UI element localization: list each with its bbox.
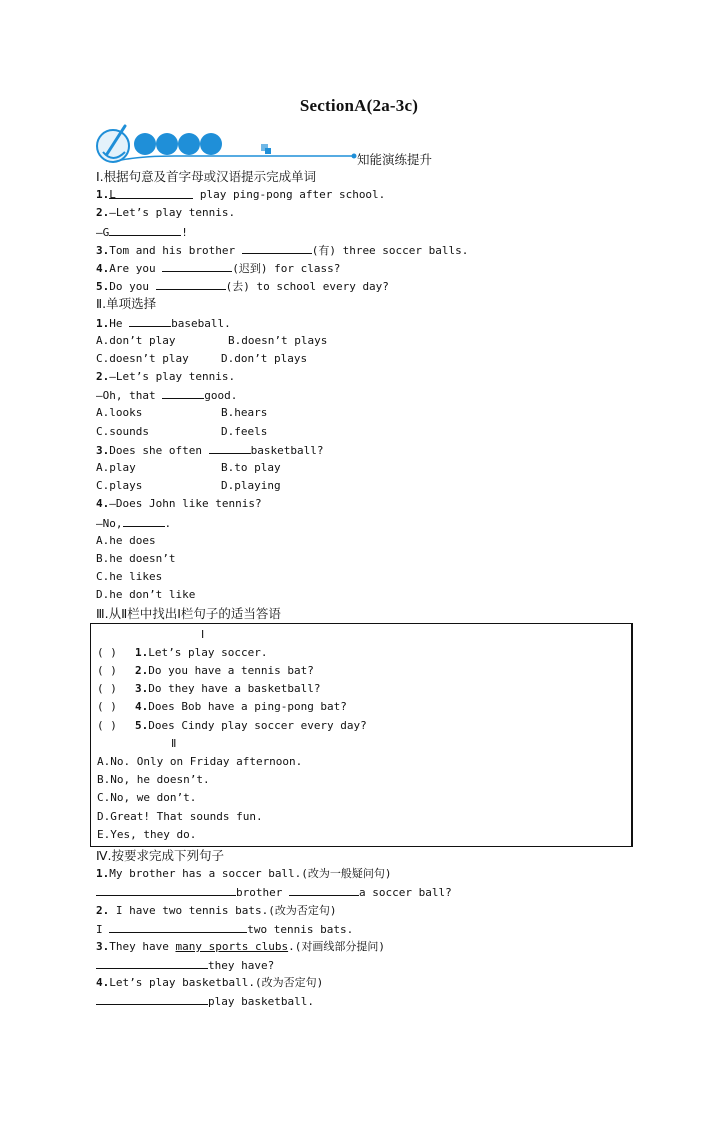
fill-blank[interactable] [96, 956, 208, 969]
option-row [96, 332, 636, 350]
part4-q1: 1.My brother has a soccer ball.(改为一般疑问句) [96, 867, 392, 881]
match-item: ( ) 1.Let’s play soccer. [97, 644, 631, 662]
fill-blank[interactable] [96, 992, 208, 1005]
part2-q2-line2: —Oh, that good. [96, 386, 636, 404]
fill-blank[interactable] [129, 314, 171, 327]
match-item: ( ) 2.Do you have a tennis bat? [97, 662, 631, 680]
fill-blank[interactable] [109, 223, 181, 236]
part3-heading: Ⅲ.从Ⅱ栏中找出Ⅰ栏句子的适当答语 [96, 605, 281, 621]
part2-q4-line2: —No, . [96, 514, 636, 532]
fill-blank[interactable]: L [109, 186, 193, 199]
pen-icon [97, 126, 129, 162]
column-two-mark: Ⅱ [171, 737, 177, 750]
part2-q3: 3.Does she often basketball? [96, 441, 636, 459]
match-item: ( ) 5.Does Cindy play soccer every day? [97, 717, 631, 735]
matching-box [90, 623, 633, 847]
underlined-phrase: many sports clubs [175, 939, 289, 953]
part1-q5: 5.Do you (去) to school every day? [96, 277, 636, 295]
answer-paren[interactable]: ( ) [97, 700, 117, 714]
option-d[interactable]: D.feels [221, 424, 268, 438]
option-c[interactable]: C.plays [96, 479, 143, 493]
part4-q4-answer: play basketball. [96, 992, 636, 1010]
match-answer: D.Great! That sounds fun. [97, 809, 263, 823]
page-title: SectionA(2a-3c) [299, 96, 419, 115]
fill-blank[interactable] [162, 386, 204, 399]
option-a[interactable]: A.looks [96, 406, 143, 420]
fill-blank[interactable] [123, 514, 165, 527]
option-row [96, 477, 636, 495]
part4-q2: 2. I have two tennis bats.(改为否定句) [96, 903, 337, 917]
part1-q1: 1.L play ping-pong after school. [96, 188, 386, 202]
option-row [96, 350, 636, 368]
option-c[interactable]: C.he likes [96, 570, 163, 584]
part2-q1: 1.He baseball. [96, 314, 636, 332]
part1-q2-line2: —G ! [96, 223, 636, 241]
fill-blank[interactable] [96, 883, 236, 896]
column-one-mark: Ⅰ [201, 628, 205, 641]
decor-square [265, 148, 271, 154]
match-answer: B.No, he doesn’t. [97, 773, 210, 787]
option-b[interactable]: B.to play [221, 461, 281, 474]
fill-blank[interactable] [242, 241, 312, 254]
match-item: ( ) 3.Do they have a basketball? [97, 680, 631, 698]
option-a[interactable]: A.don’t play [96, 333, 176, 347]
answer-paren[interactable]: ( ) [97, 718, 117, 732]
decor-dot [352, 154, 357, 159]
decor-dot [178, 133, 200, 155]
part2-heading: Ⅱ.单项选择 [96, 296, 157, 312]
decor-dot [134, 133, 156, 155]
part4-q1-answer: brother a soccer ball? [96, 883, 636, 901]
option-b[interactable]: B.he doesn’t [96, 551, 176, 565]
answer-paren[interactable]: ( ) [97, 645, 117, 659]
option-d[interactable]: D.playing [221, 479, 281, 493]
banner-label: 知能演练提升 [357, 152, 433, 167]
answer-paren[interactable]: ( ) [97, 664, 117, 678]
part4-q4: 4.Let’s play basketball.(改为否定句) [96, 976, 324, 990]
part1-q4: 4.Are you (迟到) for class? [96, 259, 636, 277]
part2-q4-line1: 4.—Does John like tennis? [96, 497, 262, 511]
part4-q3: 3.They have many sports clubs.(对画线部分提问) [96, 939, 385, 953]
option-a[interactable]: A.he does [96, 533, 156, 547]
part1-q3: 3.Tom and his brother (有) three soccer balls. [96, 241, 636, 259]
option-b[interactable]: B.doesn’t plays [228, 333, 328, 347]
part4-q3-answer: they have? [96, 956, 636, 974]
match-item: ( ) 4.Does Bob have a ping-pong bat? [97, 698, 631, 716]
decor-dot [200, 133, 222, 155]
part2-q2-line1: 2.—Let’s play tennis. [96, 370, 236, 384]
option-row [96, 423, 636, 441]
option-row [96, 404, 636, 422]
option-c[interactable]: C.sounds [96, 424, 149, 438]
part4-heading: Ⅳ.按要求完成下列句子 [96, 847, 225, 863]
option-d[interactable]: D.don’t plays [221, 351, 308, 365]
answer-paren[interactable]: ( ) [97, 682, 117, 696]
option-d[interactable]: D.he don’t like [96, 588, 196, 602]
match-answer: E.Yes, they do. [97, 827, 197, 841]
part1-heading: Ⅰ.根据句意及首字母或汉语提示完成单词 [96, 169, 317, 184]
fill-blank[interactable] [162, 259, 232, 272]
fill-blank[interactable] [109, 920, 247, 933]
match-answer: C.No, we don’t. [97, 791, 197, 805]
option-row [96, 459, 636, 477]
option-a[interactable]: A.play [96, 461, 136, 474]
fill-blank[interactable] [209, 441, 251, 454]
worksheet-content [96, 168, 636, 1011]
option-b[interactable]: B.hears [221, 406, 268, 420]
banner-underline [113, 156, 353, 162]
part4-q2-answer: I two tennis bats. [96, 920, 636, 938]
fill-blank[interactable] [156, 277, 226, 290]
match-answer: A.No. Only on Friday afternoon. [97, 755, 303, 768]
part1-q2-line1: 2.—Let’s play tennis. [96, 206, 236, 220]
decor-dot [156, 133, 178, 155]
option-c[interactable]: C.doesn’t play [96, 351, 189, 365]
fill-blank[interactable] [289, 883, 359, 896]
